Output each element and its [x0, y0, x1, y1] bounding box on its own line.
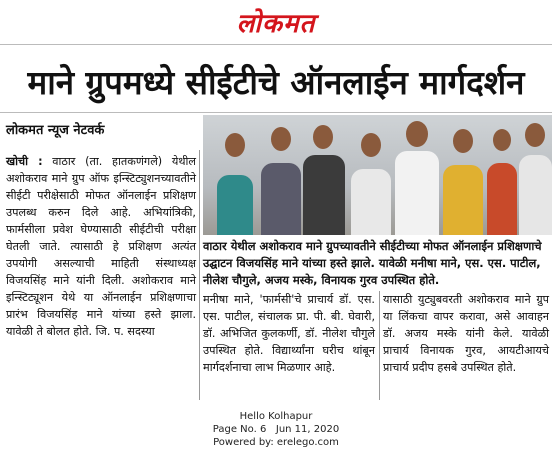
photo-head-3 — [313, 125, 333, 149]
photo-caption: वाठार येथील अशोकराव माने ग्रुपच्यावतीने सीईटीच्या मोफत ऑनलाईन प्रशिक्षणाचे उद्घाटन विजयसिंह माने यांच्या हस्ते झाले. यावेळी मनीषा माने, एस. एस. पाटील, नीलेश चौगुले, अजय मस्के, विनायक गुरव उपस्थित होते. — [203, 239, 542, 287]
footer-edition: Hello Kolhapur — [239, 411, 313, 422]
photo-person-2 — [261, 163, 301, 235]
masthead — [0, 0, 552, 44]
dateline: खोची : — [6, 155, 43, 168]
photo-person-7 — [487, 163, 517, 235]
photo-head-1 — [225, 133, 245, 157]
photo-person-5 — [395, 151, 439, 235]
newspaper-logo: लोकमत — [236, 9, 316, 39]
masthead-divider — [0, 44, 552, 45]
page-footer — [0, 410, 552, 449]
article-column-middle: मनीषा माने, 'फार्मसी'चे प्राचार्य डॉ. एस. एस. पाटील, संचालक प्रा. पी. बी. घेवारी, डॉ. अभिजित कुलकर्णी, डॉ. नीलेश चौगुले उपस्थित होते. विद्यार्थ्यांना घरीच थांबून मार्गदर्शनाचा लाभ मिळणार आहे. — [203, 293, 375, 374]
photo-head-2 — [271, 127, 291, 151]
headline-divider — [0, 112, 552, 113]
column-divider-2 — [379, 291, 380, 400]
article-column-left — [6, 153, 196, 340]
article-headline: माने ग्रुपमध्ये सीईटीचे ऑनलाईन मार्गदर्शन — [27, 63, 525, 102]
photo-person-1 — [217, 175, 253, 235]
article-photo — [203, 115, 552, 235]
photo-person-6 — [443, 165, 483, 235]
footer-powered-by: Powered by: erelego.com — [213, 437, 339, 448]
photo-head-4 — [361, 133, 381, 157]
photo-person-3 — [303, 155, 345, 235]
photo-person-8 — [519, 155, 552, 235]
article-column-right: यासाठी युट्युबवरती अशोकराव माने ग्रुप या लिंकचा वापर करावा, असे आवाहन डॉ. अजय मस्के यांनी केले. यावेळी प्राचार्य विनायक गुरव, आयटीआयचे प्राचार्य प्रदीप हसबे उपस्थित होते. — [383, 293, 549, 374]
photo-head-6 — [453, 129, 473, 153]
byline: लोकमत न्यूज नेटवर्क — [6, 123, 105, 138]
footer-page-date: Page No. 6 Jun 11, 2020 — [212, 424, 340, 435]
column-divider-1 — [199, 150, 200, 400]
photo-head-8 — [525, 123, 545, 147]
column-left-text: वाठार (ता. हातकणंगले) येथील अशोकराव माने ग्रुप ऑफ इन्स्टिट्युशनच्यावतीने सीईटी परीक्षेसाठी मोफत ऑनलाईन प्रशिक्षण उपलब्ध करुन दिले आहे. अभियांत्रिकी, फार्मसीला प्रवेश घेण्यासाठी सीईटीची परीक्षा घेतली जाते. त्यासाठी हे प्रशिक्षण अत्यंत उपयोगी असल्याची माहिती संस्थाध्यक्ष विजयसिंह माने यांनी दिली. अशोकराव माने इन्स्टिट्यूशन येथे या ऑनलाईन प्रशिक्षणाचा प्रारंभ विजयसिंह माने यांच्या हस्ते झाला. यावेळी ते बोलत होते. जि. प. सदस्या — [6, 155, 196, 338]
photo-head-5 — [406, 121, 428, 147]
photo-person-4 — [351, 169, 391, 235]
photo-head-7 — [493, 129, 511, 151]
